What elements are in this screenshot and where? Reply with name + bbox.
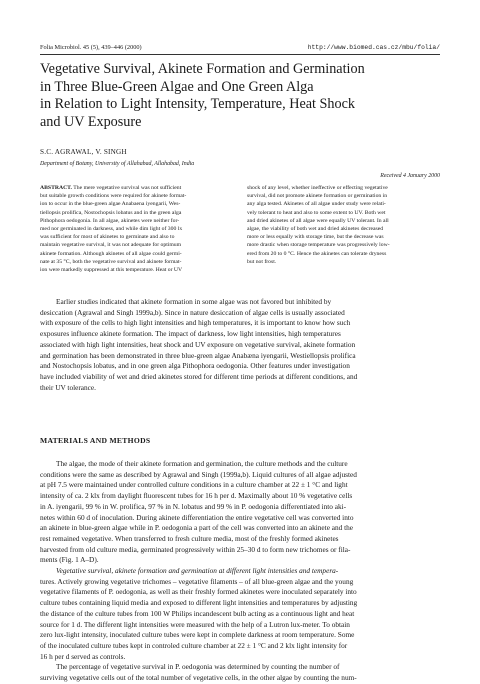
abstract-line: Pithophora oedogonia. In all algae, akinetes were neither for- xyxy=(40,217,180,224)
journal-url[interactable]: http://www.biomed.cas.cz/mbu/folia/ xyxy=(307,44,440,51)
abstract-left-column xyxy=(40,184,233,274)
body-line: 16 h per d served as controls. xyxy=(40,651,126,661)
body-line: at pH 7.5 were maintained under controlled culture conditions in a culture chamber at 22 ± 1 °C and light xyxy=(40,480,348,490)
body-line: conditions were the same as described by Agrawal and Singh (1999a,b). Liquid cultures of all algae adjusted xyxy=(40,469,357,479)
author-list: S.C. AGRAWAL, V. SINGH xyxy=(40,148,127,156)
title-line: in Three Blue-Green Algae and One Green Alga xyxy=(40,78,314,95)
abstract-line: more drastic when storage temperature was progressively low- xyxy=(247,242,390,249)
abstract-line: maintain vegetative survival, it was not adequate for optimum xyxy=(40,242,182,249)
section-heading: MATERIALS AND METHODS xyxy=(40,436,151,445)
header-rule xyxy=(40,54,440,55)
abstract-line: vely tolerant to heat and also to some extent to UV. Both wet xyxy=(247,209,386,216)
abstract-label: ABSTRACT. xyxy=(40,185,72,191)
running-header xyxy=(40,44,440,51)
body-line: culture tubes containing liquid media and exposed to different light intensities and temperatures by adjusting xyxy=(40,598,358,608)
body-line: and germination has been demonstrated in three blue-green algae Anabæna iyengarii, Westiellopsis prolifica xyxy=(40,350,356,360)
body-line: surviving vegetative cells out of the total number of vegetative cells, in the other algae by counting the num- xyxy=(40,673,357,683)
abstract-line: algae, the viability of both wet and dried akinetes decreased xyxy=(247,226,384,233)
abstract-line: ered from 20 to 0 °C. Hence the akinetes can tolerate dryness xyxy=(247,250,387,257)
abstract-line: tiellopsis prolifica, Nostochopsis lobatus and in the green alga xyxy=(40,209,182,216)
body-line: Earlier studies indicated that akinete formation in some algae was not favored but inhibited by xyxy=(56,297,332,306)
title-line: in Relation to Light Intensity, Temperature, Heat Shock xyxy=(40,96,355,113)
abstract-line: shock of any level, whether ineffective or effecting vegetative xyxy=(247,185,388,191)
body-line: desiccation (Agrawal and Singh 1999a,b). Since in nature desiccation of algae cells is usually associated xyxy=(40,307,345,317)
body-line: of the inoculated culture tubes kept in controled culture chamber at 22 ± 1 °C and 2 klx light intensity for xyxy=(40,640,348,650)
journal-citation: Folia Microbiol. 45 (5), 439–446 (2000) xyxy=(40,44,142,51)
abstract-line: more or less equally with storage time, but the decrease was xyxy=(247,234,384,241)
abstract-line: but suitable growth conditions were required for akinete format- xyxy=(40,193,187,200)
abstract-line: and dried akinetes of all algae were equally UV tolerant. In all xyxy=(247,217,389,224)
body-line: vegetative filaments of P. oedogonia, as well as their freshly formed akinetes were inoculated separately into xyxy=(40,587,357,597)
abstract-line: but not frost. xyxy=(247,258,277,265)
body-line: an akinete in blue-green algae while in P. oedogonia a part of the cell was converted into an akinete and the xyxy=(40,523,354,533)
body-line: netes within 60 d of inoculation. During akinete differentiation the entire vegetative cell was converted into xyxy=(40,512,354,522)
abstract-line: ion to occur in the blue-green algae Anabaena iyengarii, Wes- xyxy=(40,201,181,208)
abstract-line: med nor germinated in darkness, and while dim light of 300 lx xyxy=(40,226,183,233)
body-line: The percentage of vegetative survival in P. oedogonia was determined by counting the number of xyxy=(56,662,340,672)
methods-section xyxy=(40,459,440,684)
body-line: The algae, the mode of their akinete formation and germination, the culture methods and the culture xyxy=(56,459,348,468)
abstract-line: ion were markedly suppressed at this temperature. Heat or UV xyxy=(40,267,183,274)
title-line: Vegetative Survival, Akinete Formation and Germination xyxy=(40,61,365,77)
body-line: ments (Fig. 1 A–D). xyxy=(40,555,99,565)
body-line: and Nostochopsis lobatus, and in one green alga Pithophora oedogonia. Other features under investigation xyxy=(40,361,350,371)
abstract-line xyxy=(40,184,233,192)
abstract-line: survival, did not promote akinete formation or germination in xyxy=(247,193,388,200)
body-line: tures. Actively growing vegetative trichomes – vegetative filaments – of all blue-green algae and the young xyxy=(40,576,354,586)
body-line: harvested from old culture media, germinated progressively within 25–30 d to form new trichomes or fila- xyxy=(40,544,351,554)
body-line: have included viability of wet and dried akinetes stored for different time periods at different conditions, and xyxy=(40,371,358,381)
body-line: in A. iyengarii, 99 % in W. prolifica, 97 % in N. lobatus and 99 % in P. oedogonia differentiated into aki- xyxy=(40,501,347,511)
body-line: intensity of ca. 2 klx from daylight fluorescent tubes for 16 h per d. Maximally about 10 % vegetative cells xyxy=(40,491,353,501)
author-affiliation: Department of Botany, University of Allahabad, Allahabad, India xyxy=(40,161,195,167)
title-line: and UV Exposure xyxy=(40,113,142,130)
introduction-paragraph xyxy=(40,297,440,393)
abstract-text: The mere vegetative survival was not sufficient xyxy=(71,185,182,191)
received-date: Received 4 January 2000 xyxy=(380,173,440,179)
body-line: the distance of the culture tubes from 100 W Philips incandescent bulb acting as a continuous light and heat xyxy=(40,608,355,618)
abstract-line: any alga tested. Akinetes of all algae under study were relati- xyxy=(247,201,386,208)
body-line: source for 1 d. The different light intensities were measured with the help of a Lutron lux-meter. To obtain xyxy=(40,619,350,629)
body-line: with exposure of the cells to high light intensities and high temperatures, it is important to know how such xyxy=(40,318,351,328)
subsection-heading-line: Vegetative survival, akinete formation and germination at different light intensities and tempera- xyxy=(56,566,339,576)
body-line: rest remained vegetative. When transferred to fresh culture media, most of the freshly formed akinetes xyxy=(40,533,339,543)
body-line: exposures influence akinete formation. The impact of darkness, low light intensities, high temperatures xyxy=(40,329,341,339)
body-line: zero lux-light intensity, inoculated culture tubes were kept in complete darkness at room temperature. Some xyxy=(40,630,355,640)
abstract-line: nate at 35 °C, both the vegetative survival and akinete format- xyxy=(40,258,182,265)
article-title xyxy=(40,61,440,131)
abstract xyxy=(40,184,440,274)
abstract-line: akinete formation. Although akinetes of all algae could germi- xyxy=(40,250,182,257)
body-line: associated with high light intensities, heat shock and UV exposure on vegetative survival, akinete formation xyxy=(40,339,356,349)
abstract-line: was sufficient for most of akinetes to germinate and also to xyxy=(40,234,175,241)
abstract-right-column xyxy=(247,184,440,274)
body-line: their UV tolerance. xyxy=(40,382,96,392)
